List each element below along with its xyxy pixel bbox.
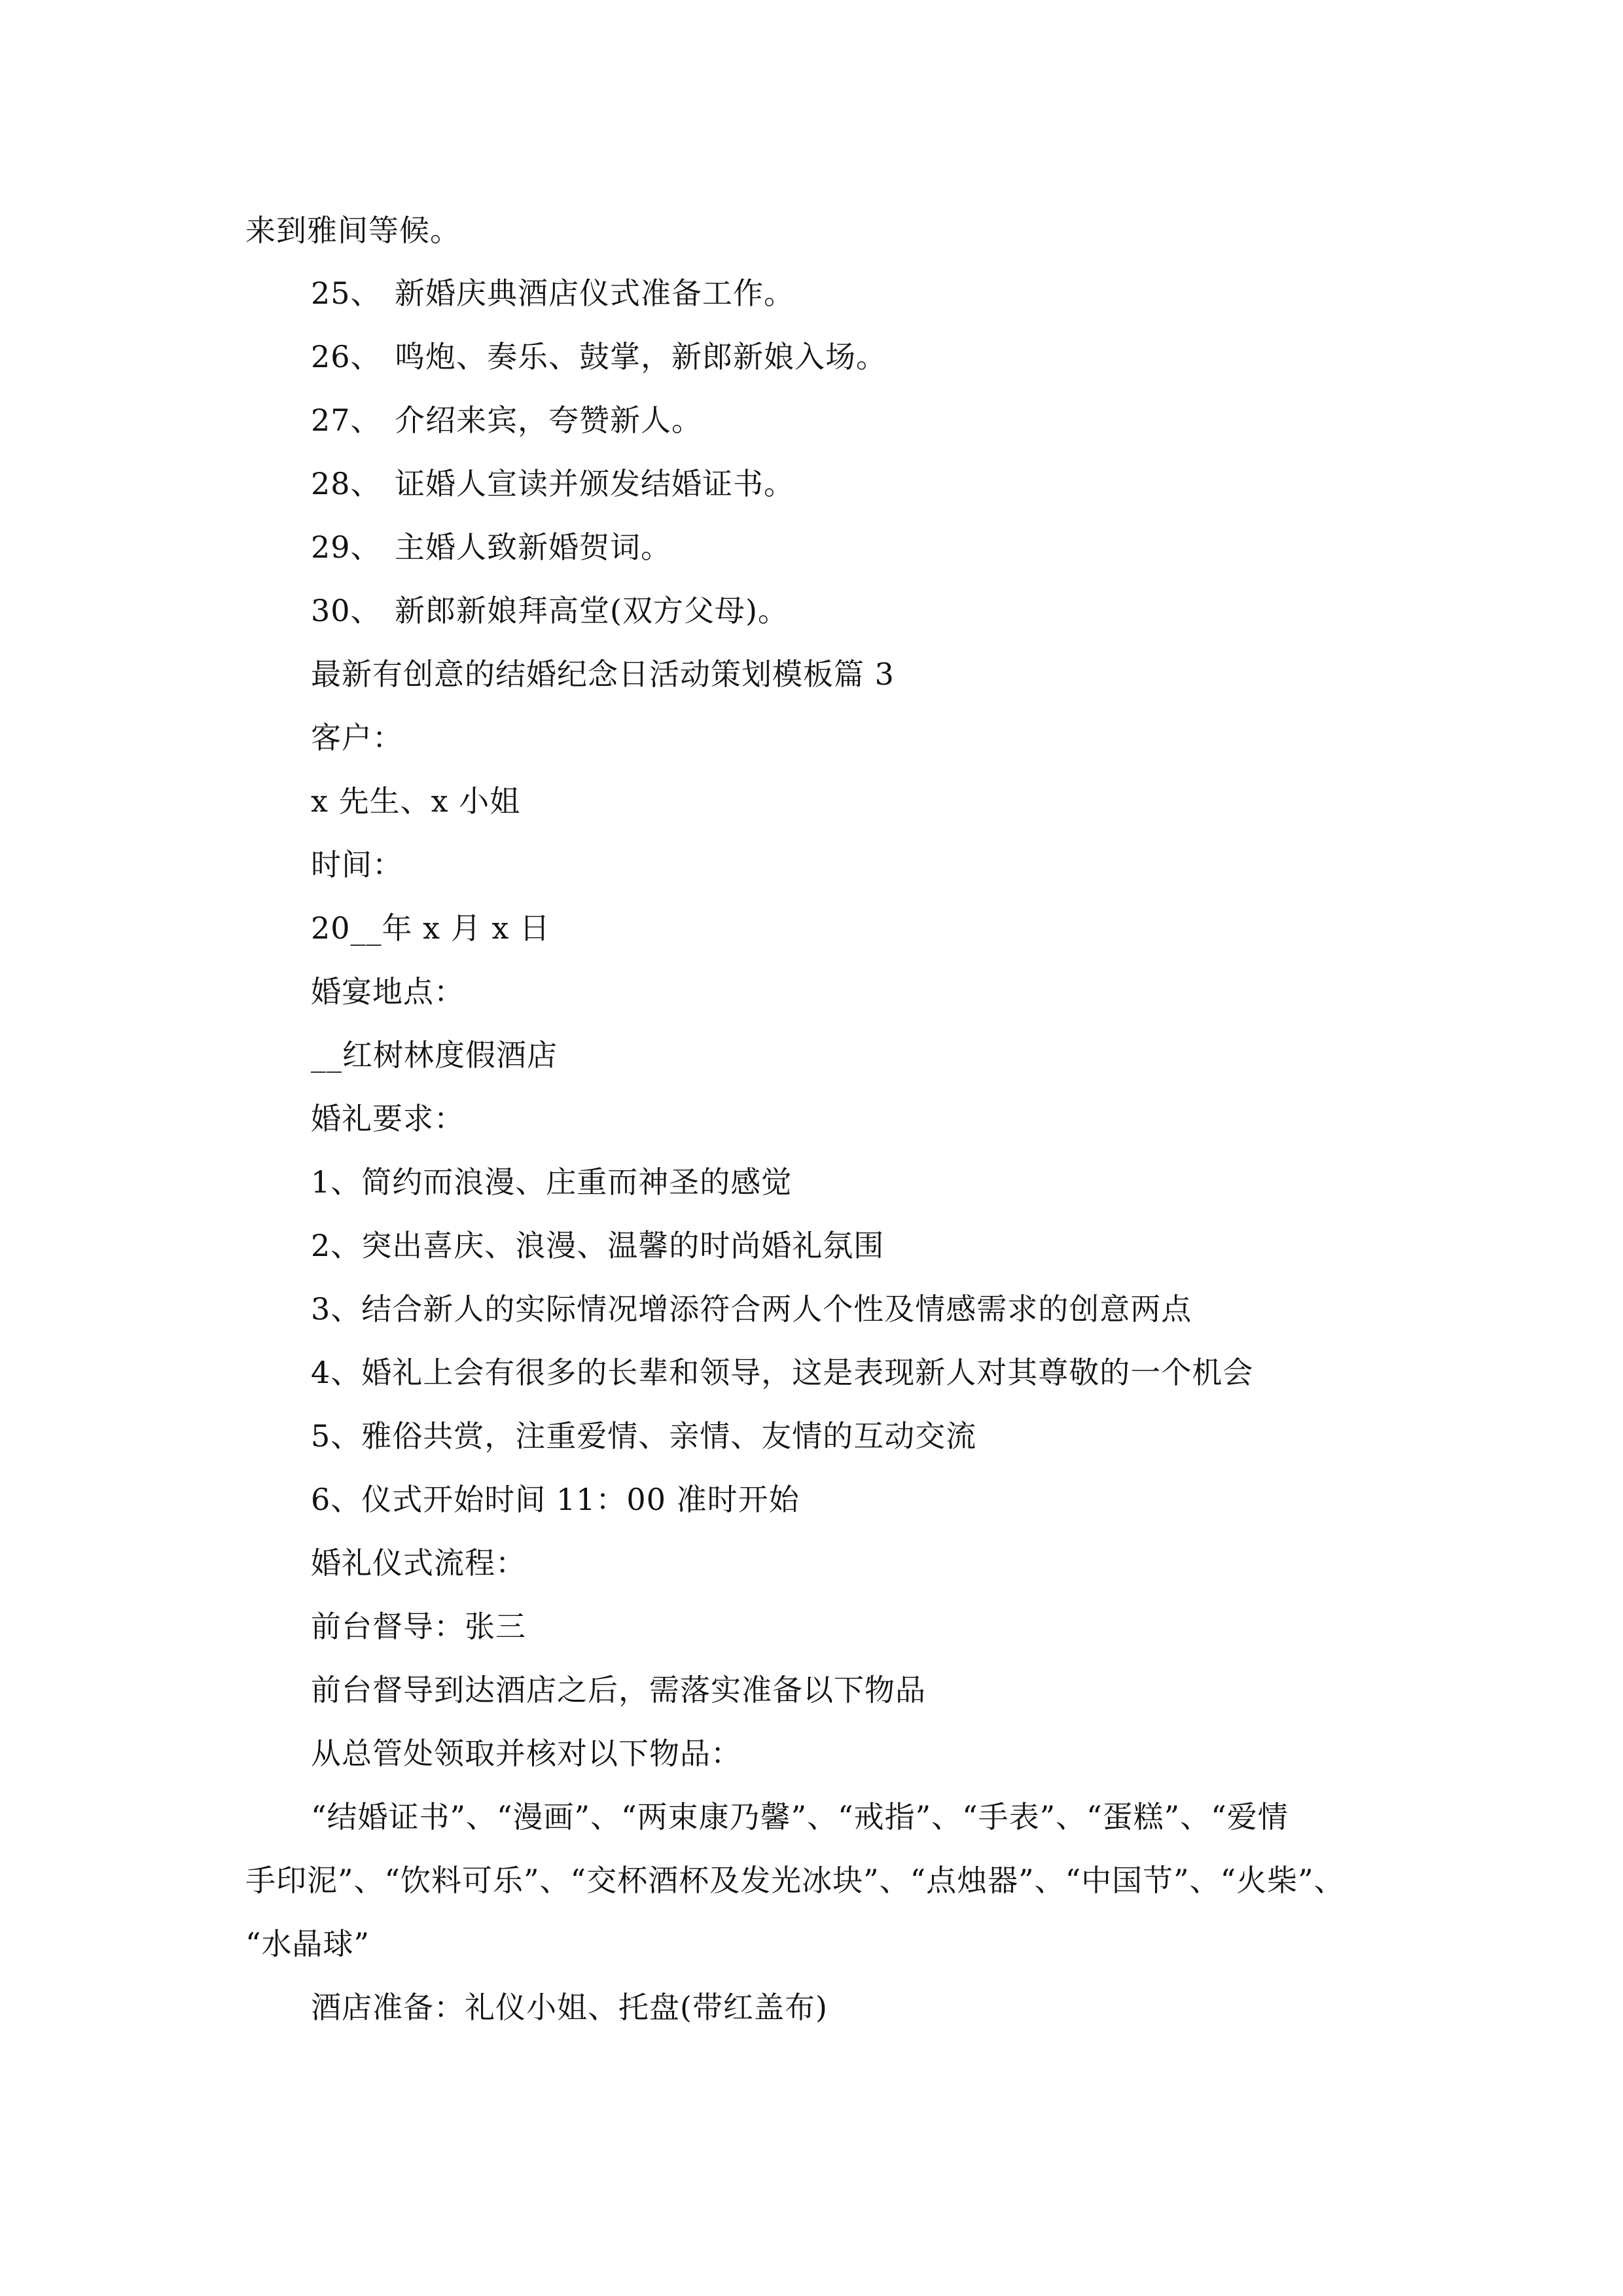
process-label: 婚礼仪式流程：	[311, 1545, 526, 1581]
time-value: 20__年 x 月 x 日	[311, 910, 550, 946]
step-number: 30、	[311, 593, 382, 628]
supervisor-line: 前台督导：张三	[311, 1609, 526, 1644]
step-text: 主婚人致新婚贺词。	[395, 529, 671, 565]
numbered-step	[311, 591, 789, 630]
collect-items-line: 从总管处领取并核对以下物品：	[311, 1736, 741, 1771]
requirements-label: 婚礼要求：	[311, 1101, 465, 1136]
client-value: x 先生、x 小姐	[311, 783, 521, 819]
time-label: 时间：	[311, 847, 403, 882]
step-number: 25、	[311, 276, 382, 311]
requirement-item: 3、结合新人的实际情况增添符合两人个性及情感需求的创意两点	[311, 1291, 1192, 1327]
requirement-item: 5、雅俗共赏，注重爱情、亲情、友情的互动交流	[311, 1418, 977, 1454]
items-list-line: “结婚证书”、“漫画”、“两束康乃馨”、“戒指”、“手表”、“蛋糕”、“爱情	[311, 1799, 1289, 1835]
venue-value: __红树林度假酒店	[311, 1037, 558, 1073]
supervisor-task: 前台督导到达酒店之后，需落实准备以下物品	[311, 1672, 926, 1708]
continuation-text: 来到雅间等候。	[245, 213, 461, 248]
step-text: 新郎新娘拜高堂(双方父母)。	[395, 593, 789, 628]
items-list-line: “水晶球”	[245, 1926, 370, 1962]
requirement-item: 1、简约而浪漫、庄重而神圣的感觉	[311, 1164, 793, 1200]
venue-label: 婚宴地点：	[311, 974, 465, 1009]
step-text: 证婚人宣读并颁发结婚证书。	[395, 466, 794, 501]
client-label: 客户：	[311, 720, 403, 755]
step-number: 26、	[311, 339, 382, 374]
step-number: 27、	[311, 403, 382, 438]
numbered-step	[311, 274, 794, 313]
step-text: 介绍来宾，夸赞新人。	[395, 403, 702, 438]
numbered-step	[311, 464, 794, 503]
requirement-item: 2、突出喜庆、浪漫、温馨的时尚婚礼氛围	[311, 1228, 885, 1263]
items-list-line: 手印泥”、“饮料可乐”、“交杯酒杯及发光冰块”、“点烛器”、“中国节”、“火柴”、	[245, 1863, 1345, 1898]
section-title: 最新有创意的结婚纪念日活动策划模板篇 3	[311, 656, 895, 692]
requirement-item: 6、仪式开始时间 11：00 准时开始	[311, 1482, 800, 1517]
step-text: 新婚庆典酒店仪式准备工作。	[395, 276, 794, 311]
numbered-step	[311, 401, 702, 440]
requirement-item: 4、婚礼上会有很多的长辈和领导，这是表现新人对其尊敬的一个机会	[311, 1355, 1254, 1390]
numbered-step	[311, 337, 887, 376]
step-text: 鸣炮、奏乐、鼓掌，新郎新娘入场。	[395, 339, 887, 374]
numbered-step	[311, 528, 671, 567]
step-number: 29、	[311, 529, 382, 565]
hotel-prep-line: 酒店准备：礼仪小姐、托盘(带红盖布)	[311, 1990, 828, 2025]
step-number: 28、	[311, 466, 382, 501]
